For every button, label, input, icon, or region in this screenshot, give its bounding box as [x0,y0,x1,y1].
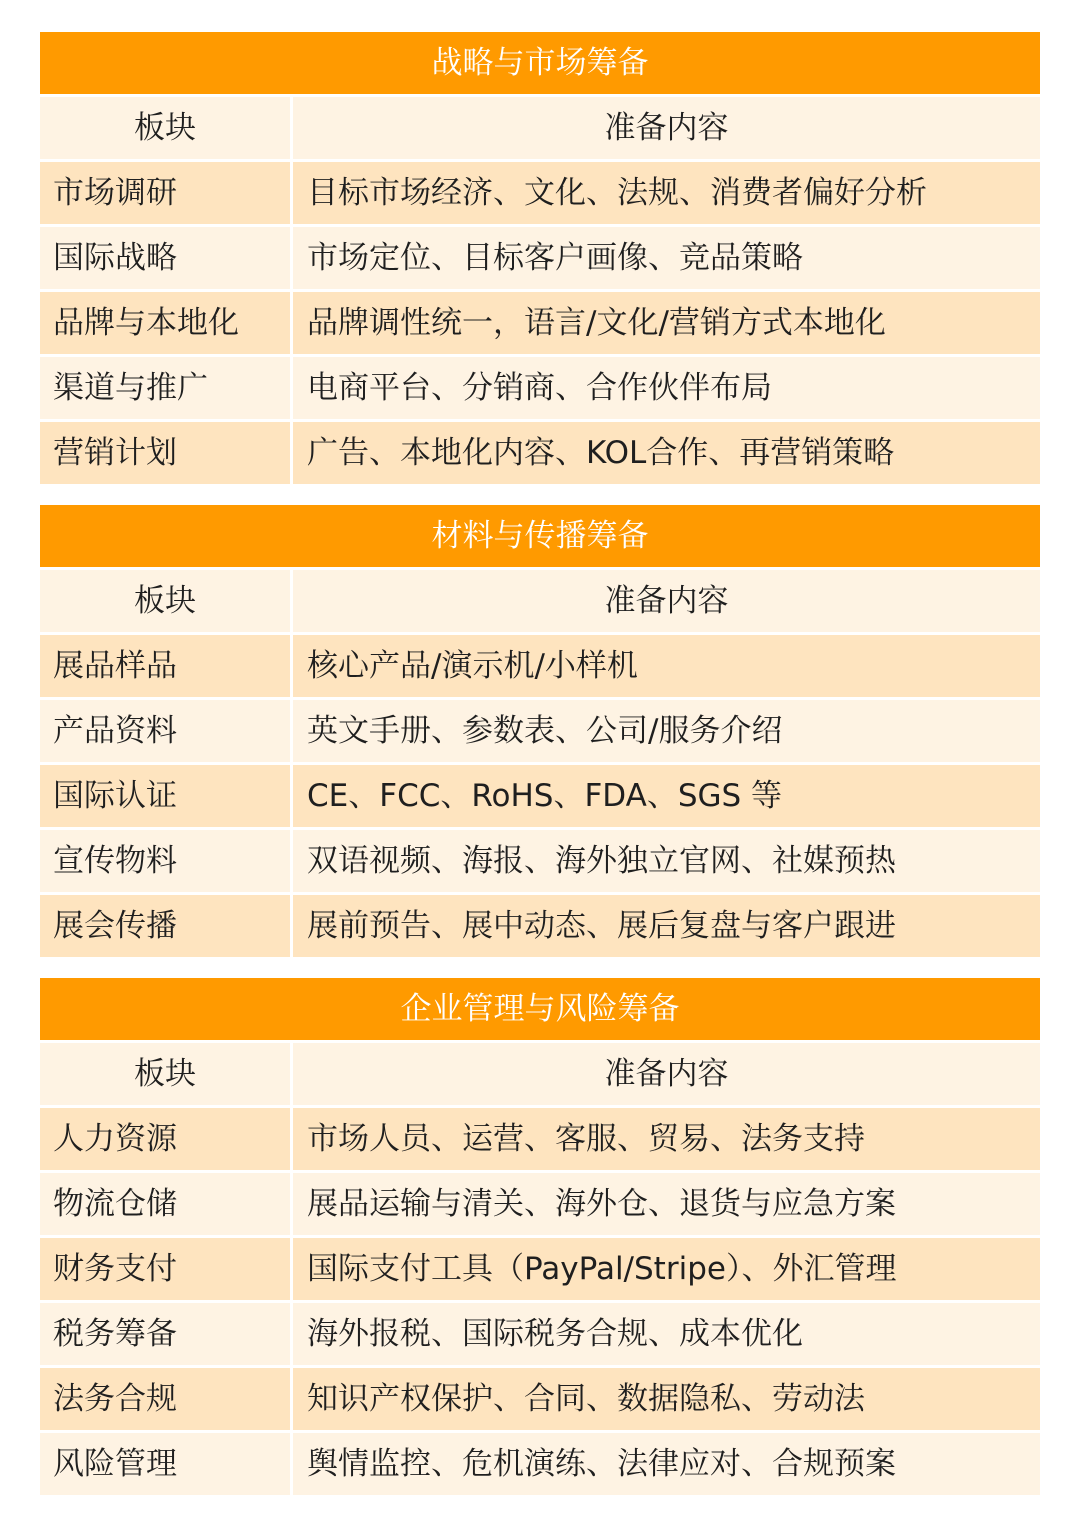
table-title: 材料与传播筹备 [40,505,1040,567]
header-content-cell: 准备内容 [293,570,1040,632]
section-cell: 财务支付 [40,1238,290,1300]
table-row [40,830,1040,892]
section-cell: 税务筹备 [40,1303,290,1365]
table-row [40,227,1040,289]
section-cell: 展会传播 [40,895,290,957]
table-row [40,765,1040,827]
table-header-row [40,1043,1040,1105]
table-row [40,1108,1040,1170]
content-cell: 展品运输与清关、海外仓、退货与应急方案 [293,1173,1040,1235]
content-cell: 广告、本地化内容、KOL合作、再营销策略 [293,422,1040,484]
section-cell: 人力资源 [40,1108,290,1170]
table-title: 战略与市场筹备 [40,32,1040,94]
section-cell: 渠道与推广 [40,357,290,419]
content-cell: 核心产品/演示机/小样机 [293,635,1040,697]
table-row [40,895,1040,957]
content-cell: 知识产权保护、合同、数据隐私、劳动法 [293,1368,1040,1430]
header-content-cell: 准备内容 [293,97,1040,159]
section-cell: 产品资料 [40,700,290,762]
section-cell: 法务合规 [40,1368,290,1430]
table-row [40,700,1040,762]
section-cell: 宣传物料 [40,830,290,892]
table-row [40,1238,1040,1300]
section-cell: 国际战略 [40,227,290,289]
content-cell: 国际支付工具（PayPal/Stripe）、外汇管理 [293,1238,1040,1300]
section-cell: 风险管理 [40,1433,290,1495]
content-cell: 市场定位、目标客户画像、竞品策略 [293,227,1040,289]
header-content-cell: 准备内容 [293,1043,1040,1105]
content-cell: 目标市场经济、文化、法规、消费者偏好分析 [293,162,1040,224]
table-row [40,635,1040,697]
content-cell: CE、FCC、RoHS、FDA、SGS 等 [293,765,1040,827]
table-row [40,1433,1040,1495]
content-cell: 英文手册、参数表、公司/服务介绍 [293,700,1040,762]
section-cell: 营销计划 [40,422,290,484]
materials-communication-table [40,505,1040,957]
table-row [40,162,1040,224]
content-cell: 品牌调性统一，语言/文化/营销方式本地化 [293,292,1040,354]
table-row [40,422,1040,484]
section-cell: 市场调研 [40,162,290,224]
section-cell: 物流仓储 [40,1173,290,1235]
table-row [40,1303,1040,1365]
table-header-row [40,97,1040,159]
content-cell: 双语视频、海报、海外独立官网、社媒预热 [293,830,1040,892]
header-section-cell: 板块 [40,97,290,159]
management-risk-table [40,978,1040,1495]
table-row [40,1173,1040,1235]
table-row [40,357,1040,419]
table-title: 企业管理与风险筹备 [40,978,1040,1040]
strategy-market-table [40,32,1040,484]
table-header-row [40,570,1040,632]
section-cell: 展品样品 [40,635,290,697]
header-section-cell: 板块 [40,1043,290,1105]
content-cell: 舆情监控、危机演练、法律应对、合规预案 [293,1433,1040,1495]
table-row [40,292,1040,354]
content-cell: 海外报税、国际税务合规、成本优化 [293,1303,1040,1365]
header-section-cell: 板块 [40,570,290,632]
section-cell: 国际认证 [40,765,290,827]
table-row [40,1368,1040,1430]
content-cell: 展前预告、展中动态、展后复盘与客户跟进 [293,895,1040,957]
content-cell: 电商平台、分销商、合作伙伴布局 [293,357,1040,419]
section-cell: 品牌与本地化 [40,292,290,354]
content-cell: 市场人员、运营、客服、贸易、法务支持 [293,1108,1040,1170]
